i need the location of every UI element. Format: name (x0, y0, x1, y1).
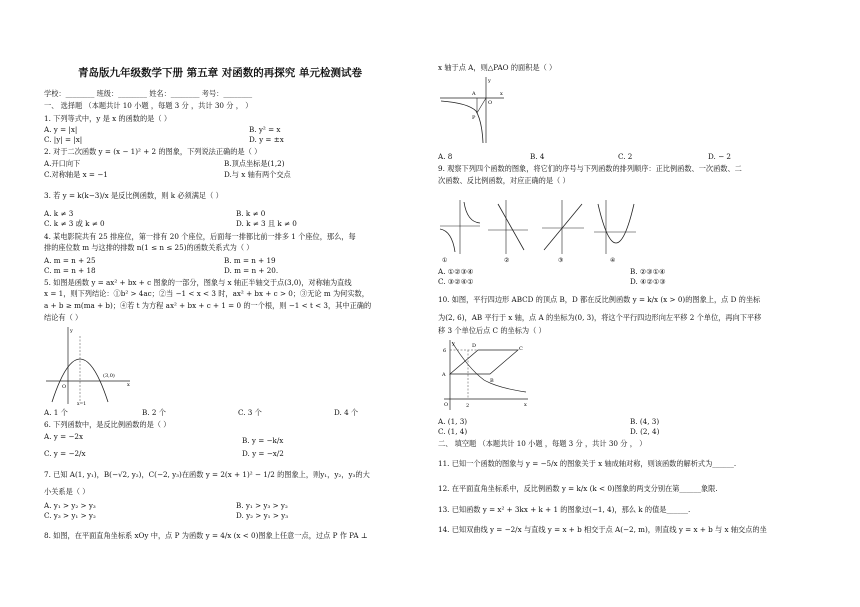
q5-option-d: D. 4 个 (334, 408, 359, 417)
y-label: y (488, 78, 491, 84)
q1-option-a: A. y = |x| (44, 125, 78, 134)
q1-option-b: B. y² = x (249, 125, 281, 134)
q9-option-d: D. ④②①③ (630, 277, 666, 286)
q6-stem: 6. 下列函数中，是反比例函数的是（ ） (44, 420, 171, 429)
q7-option-b: B. y₁ > y₃ > y₂ (236, 501, 288, 510)
origin-label: O (444, 402, 449, 408)
graph-label-3: ③ (558, 257, 564, 264)
graph-label-4: ④ (610, 257, 616, 264)
q9-option-a: A. ①②③④ (438, 267, 474, 276)
q9-line-1: 9. 观察下列四个函数的图象，将它们的序号与下列函数的排列顺序：正比例函数、一次函数、二 (438, 164, 742, 173)
section-1-heading: 一、 选择题 （本题共计 10 小题 ，每题 3 分 ，共计 30 分 ， ） (44, 101, 253, 110)
q5-line-4: 结论有（ ） (44, 313, 83, 322)
q6-option-b: B. y = −k/x (242, 436, 284, 445)
graph-label-2: ② (504, 257, 510, 264)
point-a-label: A (472, 91, 476, 97)
q3-stem: 3. 若 y = k(k−3)/x 是反比例函数，则 k 必须满足（ ） (44, 191, 223, 200)
q5-parabola-figure (44, 324, 134, 406)
parallelogram-abcd (450, 350, 518, 374)
axis-label: x=1 (77, 402, 87, 406)
q2-option-b: B.顶点坐标是(1,2) (224, 159, 285, 168)
q2-option-c: C.对称轴是 x = −1 (44, 170, 108, 179)
q14-text: 14. 已知双曲线 y = −2/x 与直线 y = x + b 相交于点 A(−2, m)，则直线 y = x + b 与 x 轴交点的坐 (438, 525, 767, 534)
q6-option-a: A. y = −2x (44, 432, 84, 441)
q9-option-b: B. ②③①④ (630, 267, 666, 276)
q7-option-c: C. y₃ > y₁ > y₂ (44, 511, 96, 520)
q4-line-1: 4. 某电影院共有 25 排座位，第一排有 20 个座位，后面每一排都比前一排多 1 个座位，那么，每 (44, 232, 356, 241)
q3-option-b: B. k ≠ 0 (236, 209, 266, 218)
q2-stem: 2. 对于二次函数 y = (x − 1)² + 2 的图象，下列说法正确的是（ ） (44, 147, 262, 156)
q9-line-2: 次函数、反比例函数，对应正确的是（ ） (438, 176, 570, 185)
q10-option-a: A. (1, 3) (438, 417, 468, 426)
q2-option-d: D.与 x 轴有两个交点 (224, 170, 291, 179)
q8-option-c: C. 2 (618, 152, 633, 161)
q4-option-a: A. m = n + 25 (44, 256, 96, 265)
hyperbola-curve (452, 342, 526, 392)
graph-4 (594, 200, 636, 264)
q5-option-b: B. 2 个 (142, 408, 166, 417)
origin-label: O (488, 100, 493, 106)
q8-line-1: 8. 如图，在平面直角坐标系 xOy 中，点 P 为函数 y = 4/x (x < 0)图象上任意一点，过点 P 作 PA ⊥ (44, 531, 368, 540)
q5-line-3: a + b ≥ m(ma + b)；④若 t 为方程 ax² + bx + c + 1 = 0 的一个根，则 −1 < t < 3，其中正确的 (44, 301, 372, 310)
graph-label-1: ① (442, 257, 448, 264)
q7-option-a: A. y₁ > y₂ > y₃ (44, 501, 96, 510)
student-info: 学校：________ 班级：________ 姓名：________ 考号：________ (44, 89, 253, 98)
q8-option-b: B. 4 (530, 152, 545, 161)
point-c-label: C (519, 346, 523, 352)
q1-option-d: D. y = ±x (249, 135, 284, 144)
q1-option-c: C. |y| = |x| (44, 135, 83, 144)
graph-1 (440, 200, 480, 264)
q3-option-a: A. k ≠ 3 (44, 209, 74, 218)
q9-option-c: C. ③②④① (438, 277, 474, 286)
q10-option-d: D. (2, 4) (630, 427, 660, 436)
q10-line-3: 移 3 个单位后点 C 的坐标为（ ） (438, 326, 546, 335)
q5-option-a: A. 1 个 (44, 408, 68, 417)
graph-2 (488, 200, 528, 264)
q10-parallelogram-figure (438, 338, 530, 412)
q10-option-b: B. (4, 3) (630, 417, 660, 426)
q5-line-1: 5. 如图是函数 y = ax² + bx + c 图象的一部分，图象与 x 轴正半轴交于点(3,0)，对称轴为直线 (44, 278, 352, 287)
point-b-label: B (490, 378, 494, 384)
q5-option-c: C. 3 个 (238, 408, 262, 417)
q4-option-c: C. m = n + 18 (44, 266, 96, 275)
q5-line-2: x = 1，则下列结论：①b² > 4ac；②当 −1 < x < 3 时，ax² + bx + c > 0；③无论 m 为何实数， (44, 289, 369, 298)
q11-text: 11. 已知一个函数的图象与 y = −5/x 的图象关于 x 轴成轴对称，则该函数的解析式为______. (438, 459, 737, 468)
y-label: y (452, 341, 455, 347)
q8-hyperbola-figure (438, 75, 506, 145)
q6-option-c: C. y = −2/x (44, 449, 86, 458)
y-label: y (70, 328, 73, 334)
origin-label: O (62, 384, 67, 390)
q8-option-a: A. 8 (438, 152, 453, 161)
q3-option-c: C. k ≠ 3 或 k ≠ 0 (44, 219, 105, 228)
q8-line-2: x 轴于点 A，则△PAO 的面积是（ ） (438, 63, 557, 72)
q7-option-d: D. y₂ > y₁ > y₃ (236, 511, 289, 520)
point-a-label: A (442, 372, 446, 378)
q4-option-b: B. m = n + 19 (224, 256, 276, 265)
q10-line-1: 10. 如图，平行四边形 ABCD 的顶点 B，D 都在反比例函数 y = k/x (x > 0)的图象上，点 D 的坐标 (438, 295, 761, 304)
tick-six-label: 6 (443, 348, 447, 354)
q13-text: 13. 已知函数 y = x² + 3kx + k + 1 的图象过(−1, 4)，那么 k 的值是______. (438, 505, 691, 514)
q9-graphs-figure (438, 196, 638, 264)
q7-line-1: 7. 已知 A(1, y₁)，B(−√2, y₂)，C(−2, y₃)在函数 y = 2(x + 1)² − 1/2 的图象上，则y₁，y₂，y₃的大 (44, 470, 370, 479)
q6-option-d: D. y = −x/2 (242, 449, 284, 458)
graph-3 (542, 200, 584, 264)
q3-option-d: D. k ≠ 3 且 k ≠ 0 (236, 219, 297, 228)
q2-option-a: A.开口向下 (44, 159, 81, 168)
q10-option-c: C. (1, 4) (438, 427, 468, 436)
q7-line-2: 小关系是（ ） (44, 487, 90, 496)
q1-stem: 1. 下列等式中，y 是 x 的函数的是（ ） (44, 114, 172, 123)
q10-line-2: 为(2, 6)，AB 平行于 x 轴，点 A 的坐标为(0, 3)，将这个平行四边形向左平移 2 个单位，再向下平移 (438, 313, 762, 322)
point-d-label: D (472, 343, 477, 349)
point-label: (3,0) (103, 373, 115, 379)
q4-option-d: D. m = n + 20. (224, 266, 279, 275)
x-label: x (500, 91, 503, 97)
q12-text: 12. 在平面直角坐标系中，反比例函数 y = k/x (k < 0)图象的两支分别在第______象限. (438, 484, 718, 493)
point-p-label: P (472, 115, 476, 121)
page-title: 青岛版九年级数学下册 第五章 对函数的再探究 单元检测试卷 (78, 67, 362, 79)
x-label: x (127, 382, 130, 388)
tick-two-label: 2 (466, 403, 470, 409)
section-2-heading: 二、 填空题 （本题共计 10 小题 ，每题 3 分 ，共计 30 分 ， ） (438, 439, 647, 448)
x-label: x (524, 402, 527, 408)
po-segment (477, 98, 486, 113)
q4-line-2: 排的座位数 m 与这排的排数 n(1 ≤ n ≤ 25)的函数关系式为（ ） (44, 243, 254, 252)
q8-option-d: D. − 2 (708, 152, 731, 161)
